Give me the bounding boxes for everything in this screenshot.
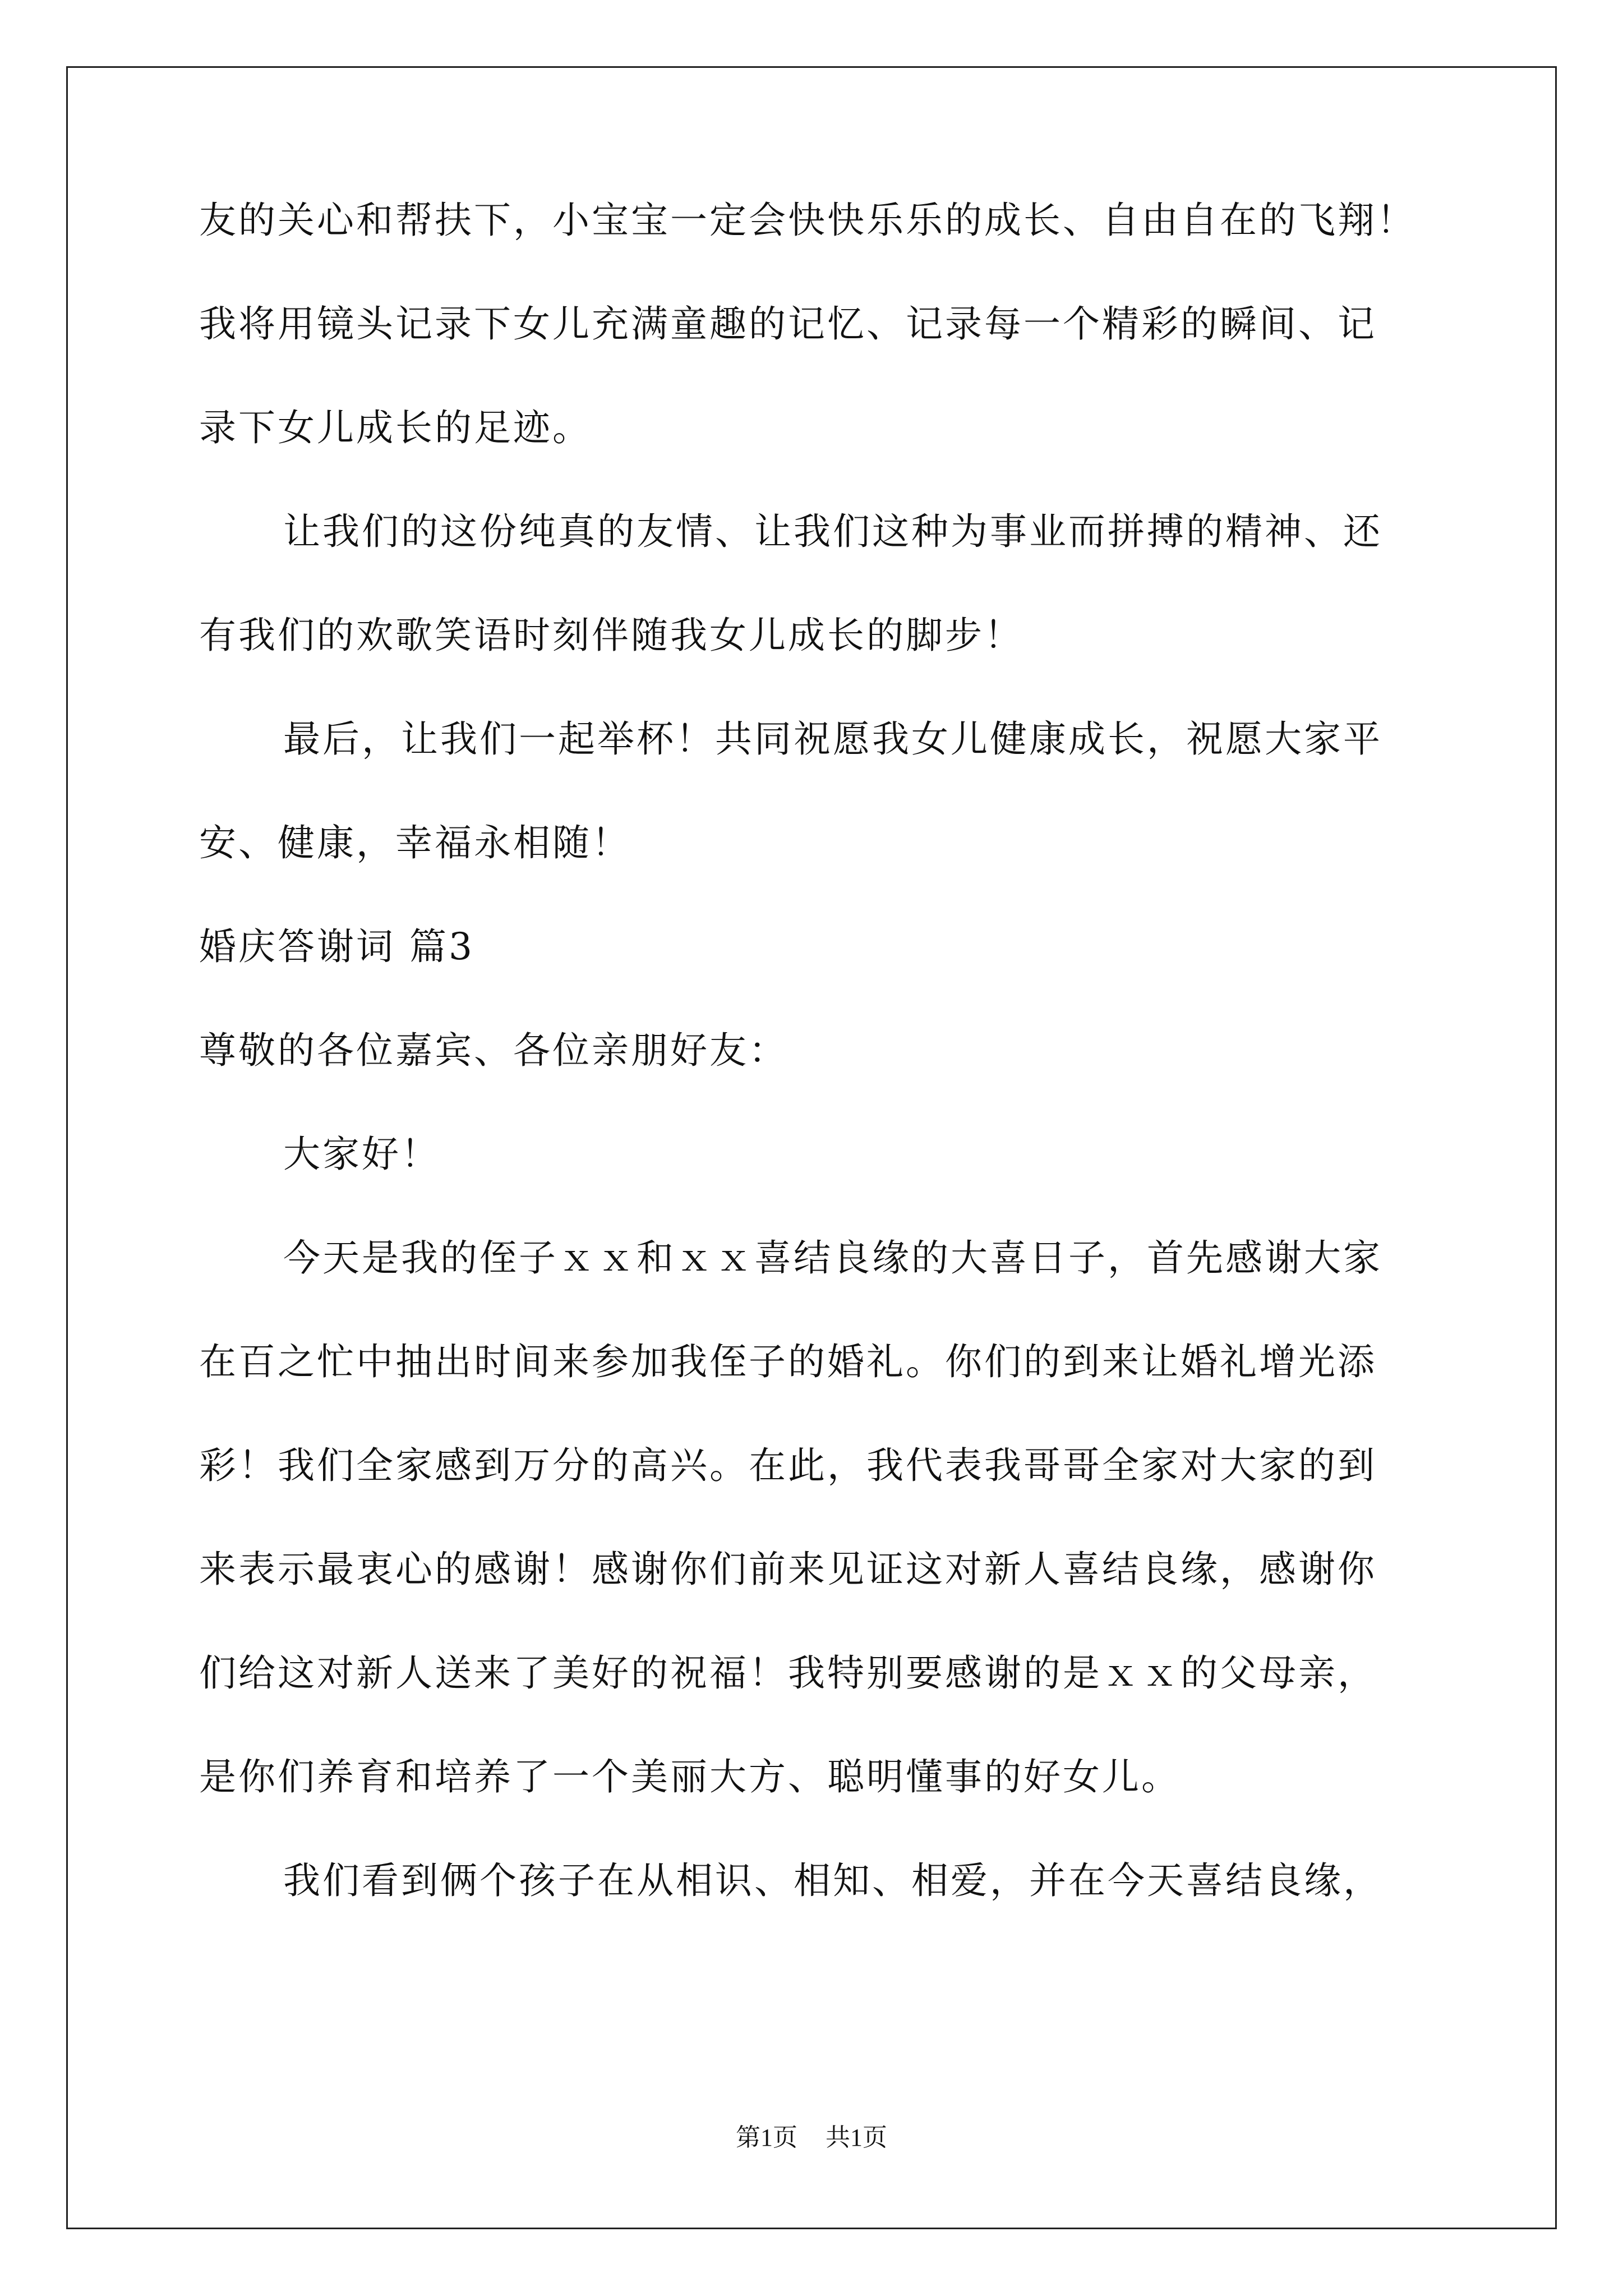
text-line: 来表示最衷心的感谢！感谢你们前来见证这对新人喜结良缘，感谢你 — [199, 1548, 1377, 1591]
text-line: 录下女儿成长的足迹。 — [199, 406, 592, 449]
page-number: 第1页 — [736, 2124, 797, 2151]
text-line: 在百之忙中抽出时间来参加我侄子的婚礼。你们的到来让婚礼增光添 — [199, 1340, 1377, 1383]
paragraph-start-line: 最后，让我们一起举杯！共同祝愿我女儿健康成长，祝愿大家平 — [283, 717, 1382, 761]
text-line: 彩！我们全家感到万分的高兴。在此，我代表我哥哥全家对大家的到 — [199, 1444, 1377, 1487]
text-line: 安、健康，幸福永相随！ — [199, 821, 631, 864]
salutation-line: 尊敬的各位嘉宾、各位亲朋好友： — [199, 1029, 788, 1072]
paragraph-start-line: 今天是我的侄子ｘｘ和ｘｘ喜结良缘的大喜日子，首先感谢大家 — [283, 1236, 1382, 1280]
text-line: 我将用镜头记录下女儿充满童趣的记忆、记录每一个精彩的瞬间、记 — [199, 302, 1377, 346]
greeting-line: 大家好！ — [283, 1133, 440, 1176]
paragraph-start-line: 让我们的这份纯真的友情、让我们这种为事业而拼搏的精神、还 — [283, 510, 1382, 553]
document-body — [199, 199, 1433, 1902]
section-heading: 婚庆答谢词 篇3 — [199, 925, 474, 968]
text-line: 是你们养育和培养了一个美丽大方、聪明懂事的好女儿。 — [199, 1755, 1181, 1798]
text-line: 们给这对新人送来了美好的祝福！我特别要感谢的是ｘｘ的父母亲， — [199, 1651, 1377, 1695]
text-line: 友的关心和帮扶下，小宝宝一定会快快乐乐的成长、自由自在的飞翔！ — [199, 199, 1416, 242]
page-total: 共1页 — [826, 2124, 887, 2151]
page-footer — [0, 2124, 1623, 2152]
text-line: 有我们的欢歌笑语时刻伴随我女儿成长的脚步！ — [199, 614, 1023, 657]
paragraph-start-line: 我们看到俩个孩子在从相识、相知、相爱，并在今天喜结良缘， — [283, 1859, 1382, 1902]
